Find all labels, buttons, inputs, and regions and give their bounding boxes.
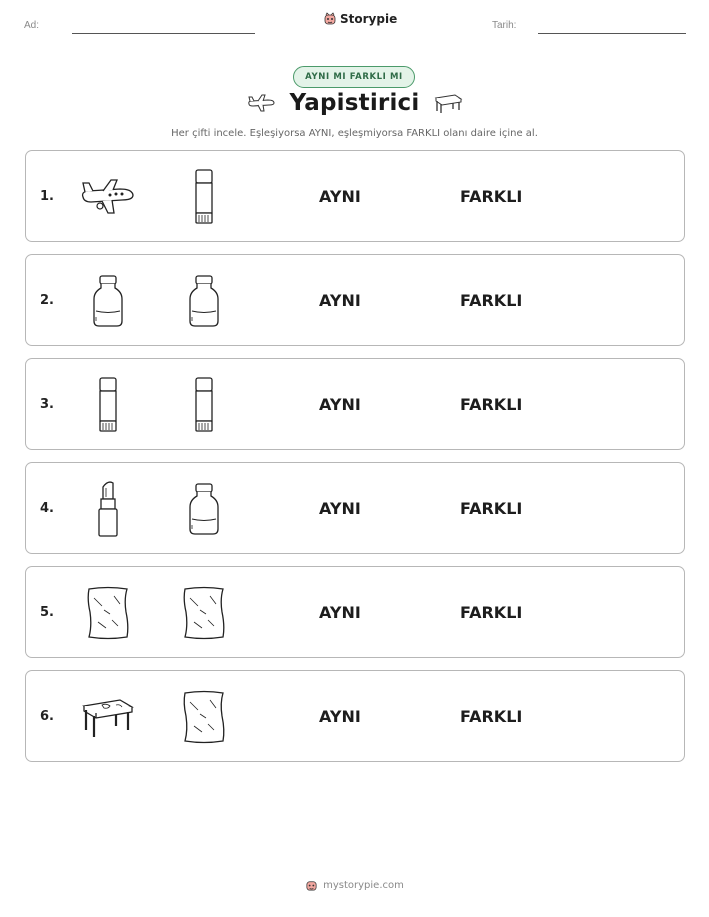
footer — [0, 879, 709, 892]
question-row-4 — [25, 462, 685, 554]
storypie-mascot-icon — [323, 12, 337, 26]
airplane-icon — [76, 165, 140, 229]
bag-icon — [172, 581, 236, 645]
date-label: Tarih: — [492, 20, 517, 31]
glue-stick-icon — [172, 373, 236, 437]
different-option[interactable]: FARKLI — [460, 706, 523, 726]
question-number: 5. — [40, 604, 54, 620]
question-number: 4. — [40, 500, 54, 516]
storypie-mascot-icon — [305, 879, 318, 892]
name-label: Ad: — [24, 20, 40, 31]
question-row-3 — [25, 358, 685, 450]
different-option[interactable]: FARKLI — [460, 498, 523, 518]
jar-icon — [172, 477, 236, 541]
different-option[interactable]: FARKLI — [460, 602, 523, 622]
lipstick-icon — [76, 477, 140, 541]
same-option[interactable]: AYNI — [319, 186, 361, 206]
question-number: 3. — [40, 396, 54, 412]
question-row-1 — [25, 150, 685, 242]
brand-name: Storypie — [340, 12, 398, 26]
different-option[interactable]: FARKLI — [460, 394, 523, 414]
same-option[interactable]: AYNI — [319, 290, 361, 310]
date-line[interactable] — [538, 33, 686, 34]
question-row-5 — [25, 566, 685, 658]
name-line[interactable] — [72, 33, 255, 34]
glue-stick-icon — [172, 165, 236, 229]
brand-logo — [323, 12, 397, 26]
jar-icon — [76, 269, 140, 333]
airplane-icon — [246, 93, 276, 113]
bag-icon — [172, 685, 236, 749]
footer-url[interactable]: mystorypie.com — [323, 880, 404, 891]
glue-stick-icon — [76, 373, 140, 437]
worksheet-title: Yapistirici — [289, 90, 420, 116]
jar-icon — [172, 269, 236, 333]
same-option[interactable]: AYNI — [319, 706, 361, 726]
same-option[interactable]: AYNI — [319, 394, 361, 414]
bag-icon — [76, 581, 140, 645]
question-row-2 — [25, 254, 685, 346]
instructions: Her çifti incele. Eşleşiyorsa AYNI, eşleşmiyorsa FARKLI olanı daire içine al. — [171, 128, 538, 139]
worksheet-type-badge: AYNI MI FARKLI MI — [293, 66, 415, 88]
table-icon — [433, 92, 463, 114]
table-icon — [76, 685, 140, 749]
same-option[interactable]: AYNI — [319, 602, 361, 622]
question-list — [25, 150, 685, 774]
question-number: 6. — [40, 708, 54, 724]
question-row-6 — [25, 670, 685, 762]
question-number: 2. — [40, 292, 54, 308]
question-number: 1. — [40, 188, 54, 204]
title-row — [0, 90, 709, 116]
different-option[interactable]: FARKLI — [460, 290, 523, 310]
different-option[interactable]: FARKLI — [460, 186, 523, 206]
same-option[interactable]: AYNI — [319, 498, 361, 518]
